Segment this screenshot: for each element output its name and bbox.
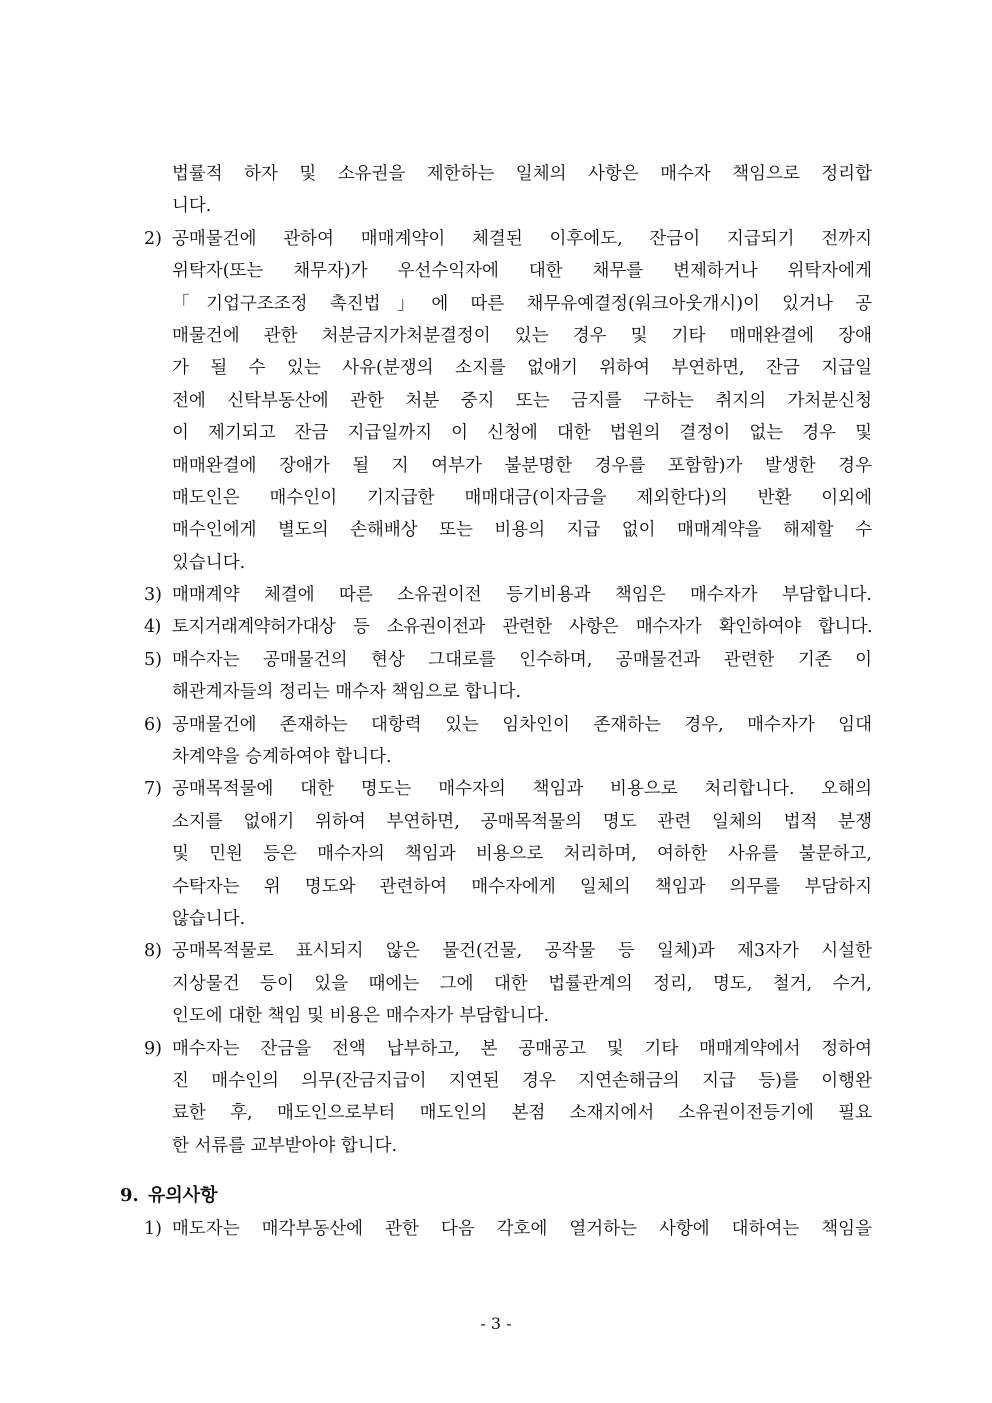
text-line: [120, 1213, 872, 1245]
text-line: [120, 579, 872, 611]
item-text: 공매물건에 존재하는 대항력 있는 임차인이 존재하는 경우, 매수자가 임대: [172, 714, 872, 735]
text-line: 가 될 수 있는 사유(분쟁의 소지를 없애기 위하여 부연하면, 잔금 지급일: [172, 358, 872, 379]
item-text: 매매계약 체결에 따른 소유권이전 등기비용과 책임은 매수자가 부담합니다.: [172, 585, 872, 606]
list-item-7: [120, 773, 872, 935]
text-line: [120, 935, 872, 967]
section-number: 9.: [120, 1185, 139, 1207]
item-text: 매수자는 공매물건의 현상 그대로를 인수하며, 공매물건과 관련한 기존 이: [172, 649, 872, 670]
item-number: 3): [144, 585, 162, 606]
text-line: 및 민원 등은 매수자의 책임과 비용으로 처리하며, 여하한 사유를 불문하고,: [172, 844, 872, 865]
text-line: 이 제기되고 잔금 지급일까지 이 신청에 대한 법원의 결정이 없는 경우 및: [172, 423, 872, 444]
item-number: 9): [144, 1038, 162, 1059]
text-line: 법률적 하자 및 소유권을 제한하는 일체의 사항은 매수자 책임으로 정리합: [172, 164, 872, 184]
text-line: 전에 신탁부동산에 관한 처분 중지 또는 금지를 구하는 취지의 가처분신청: [172, 390, 872, 411]
text-line: 않습니다.: [172, 908, 246, 929]
list-item-5: [120, 644, 872, 709]
text-line: [120, 223, 872, 255]
item-number: 4): [144, 617, 161, 638]
item-text: 공매목적물에 대한 명도는 매수자의 책임과 비용으로 처리합니다. 오해의: [172, 779, 872, 800]
section-title: 유의사항: [148, 1185, 218, 1207]
item-text: 매수자는 잔금을 전액 납부하고, 본 공매공고 및 기타 매매계약에서 정하여: [172, 1038, 872, 1059]
text-line: [120, 709, 872, 741]
item-number: 7): [144, 779, 162, 800]
text-line: [120, 644, 872, 676]
page-number: - 3 -: [480, 1314, 512, 1333]
text-line: 차계약을 승계하여야 합니다.: [172, 747, 392, 768]
text-line: 있습니다.: [172, 552, 246, 573]
text-line: 매물건에 관한 처분금지가처분결정이 있는 경우 및 기타 매매완결에 장애: [172, 325, 872, 346]
list-item-6: [120, 709, 872, 774]
item-1-continuation: [120, 158, 872, 223]
item-text: 토지거래계약허가대상 등 소유권이전과 관련한 사항은 매수자가 확인하여야 합니다.: [172, 617, 872, 638]
text-line: 인도에 대한 책임 및 비용은 매수자가 부담합니다.: [172, 1006, 550, 1027]
text-line: [120, 1033, 872, 1065]
text-line: 니다.: [172, 196, 212, 217]
section-list-item-1: [120, 1213, 872, 1245]
item-number: 5): [144, 649, 162, 670]
list-item-8: [120, 935, 872, 1032]
text-line: 매매완결에 장애가 될 지 여부가 불분명한 경우를 포함함)가 발생한 경우: [172, 455, 872, 476]
text-line: 한 서류를 교부받아야 합니다.: [172, 1135, 398, 1156]
text-line: 진 매수인의 의무(잔금지급이 지연된 경우 지연손해금의 지급 등)를 이행완: [172, 1070, 872, 1091]
text-line: 위탁자(또는 채무자)가 우선수익자에 대한 채무를 변제하거나 위탁자에게: [172, 261, 872, 282]
text-line: 「기업구조조정 촉진법」에 따른 채무유예결정(워크아웃개시)이 있거나 공: [172, 293, 872, 314]
list-item-3: [120, 579, 872, 611]
text-line: 매도인은 매수인이 기지급한 매매대금(이자금을 제외한다)의 반환 이외에: [172, 487, 872, 508]
text-line: [120, 773, 872, 805]
text-line: 지상물건 등이 있을 때에는 그에 대한 법률관계의 정리, 명도, 철거, 수거,: [172, 973, 872, 994]
text-line: 수탁자는 위 명도와 관련하여 매수자에게 일체의 책임과 의무를 부담하지: [172, 876, 872, 897]
item-text: 매도자는 매각부동산에 관한 다음 각호에 열거하는 사항에 대하여는 책임을: [172, 1218, 872, 1239]
text-line: 매수인에게 별도의 손해배상 또는 비용의 지급 없이 매매계약을 해제할 수: [172, 520, 872, 541]
list-item-2: [120, 223, 872, 579]
item-text: 공매목적물로 표시되지 않은 물건(건물, 공작물 등 일체)과 제3자가 시설한: [172, 941, 872, 962]
item-text: 공매물건에 관하여 매매계약이 체결된 이후에도, 잔금이 지급되기 전까지: [172, 228, 872, 249]
section-heading: [120, 1180, 872, 1212]
section-spacer: [120, 1162, 872, 1180]
item-number: 2): [144, 228, 162, 249]
document-body: [120, 158, 872, 1245]
item-number: 8): [144, 941, 162, 962]
text-line: 소지를 없애기 위하여 부연하면, 공매목적물의 명도 관련 일체의 법적 분쟁: [172, 811, 872, 832]
text-line: 료한 후, 매도인으로부터 매도인의 본점 소재지에서 소유권이전등기에 필요: [172, 1103, 872, 1124]
text-line: [120, 611, 872, 643]
list-item-4: [120, 611, 872, 643]
item-number: 6): [144, 714, 162, 735]
list-item-9: [120, 1033, 872, 1163]
item-number: 1): [144, 1218, 162, 1239]
text-line: 해관계자들의 정리는 매수자 책임으로 합니다.: [172, 682, 522, 703]
